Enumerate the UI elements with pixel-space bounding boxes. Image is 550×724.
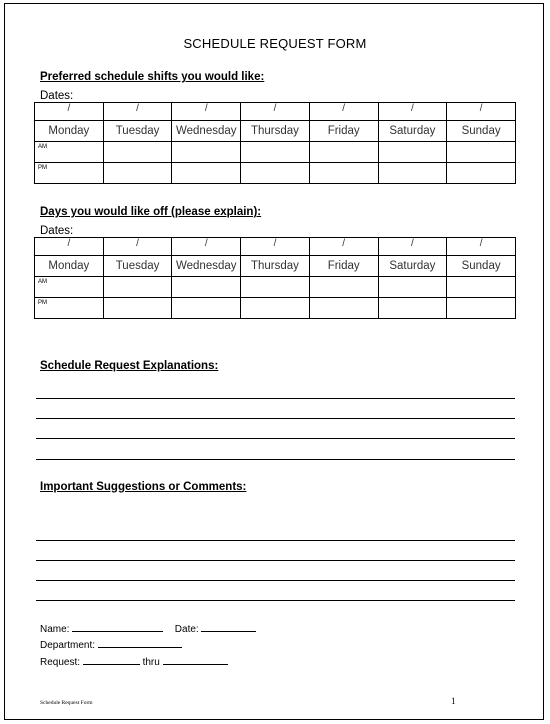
request-start-field[interactable]: [83, 655, 140, 665]
date-cell-monday[interactable]: [35, 103, 104, 121]
am-cell-thursday[interactable]: [241, 142, 310, 163]
date-cell-monday[interactable]: [35, 238, 104, 256]
preferred-dates-label: Dates:: [40, 90, 74, 102]
day-header-sunday: Sunday: [447, 121, 516, 142]
date-slash: /: [342, 238, 346, 249]
date-slash: /: [273, 103, 277, 114]
comment-line[interactable]: [36, 580, 515, 581]
am-cell-tuesday[interactable]: [103, 142, 172, 163]
name-label: Name:: [40, 624, 70, 635]
am-shift-row: [35, 277, 516, 298]
footer-doc-name: Schedule Request Form: [40, 700, 93, 706]
form-title: SCHEDULE REQUEST FORM: [183, 36, 367, 51]
name-date-row: [40, 622, 256, 635]
pm-cell-tuesday[interactable]: [103, 298, 172, 319]
am-cell-wednesday[interactable]: [172, 277, 241, 298]
date-cell-tuesday[interactable]: [103, 238, 172, 256]
comment-line[interactable]: [36, 560, 515, 561]
pm-label: PM: [38, 165, 47, 171]
comments-heading: Important Suggestions or Comments:: [40, 481, 247, 493]
date-slash: /: [410, 103, 414, 114]
explanation-line[interactable]: [36, 418, 515, 419]
am-cell-friday[interactable]: [309, 142, 378, 163]
pm-shift-row: [35, 298, 516, 319]
page-number: 1: [451, 696, 456, 706]
pm-shift-row: [35, 163, 516, 184]
am-cell-sunday[interactable]: [447, 142, 516, 163]
department-label: Department:: [40, 640, 96, 651]
day-header-thursday: Thursday: [241, 121, 310, 142]
date-slash: /: [342, 103, 346, 114]
request-label: Request:: [40, 657, 81, 668]
date-field[interactable]: [201, 622, 256, 632]
pm-cell-tuesday[interactable]: [103, 163, 172, 184]
day-header-monday: Monday: [35, 121, 104, 142]
thru-label: thru: [142, 657, 160, 668]
date-cell-sunday[interactable]: [447, 238, 516, 256]
date-cell-thursday[interactable]: [241, 238, 310, 256]
pm-cell-thursday[interactable]: [241, 163, 310, 184]
am-cell-tuesday[interactable]: [103, 277, 172, 298]
preferred-schedule-table: [34, 102, 516, 184]
day-header-friday: Friday: [309, 256, 378, 277]
date-cell-sunday[interactable]: [447, 103, 516, 121]
pm-cell-monday[interactable]: [35, 298, 104, 319]
am-cell-sunday[interactable]: [447, 277, 516, 298]
pm-cell-saturday[interactable]: [378, 298, 447, 319]
pm-cell-wednesday[interactable]: [172, 163, 241, 184]
date-cell-tuesday[interactable]: [103, 103, 172, 121]
pm-cell-sunday[interactable]: [447, 163, 516, 184]
pm-cell-friday[interactable]: [309, 298, 378, 319]
am-shift-row: [35, 142, 516, 163]
date-cell-saturday[interactable]: [378, 238, 447, 256]
comment-line[interactable]: [36, 600, 515, 601]
date-slash: /: [136, 103, 139, 114]
day-header-saturday: Saturday: [378, 121, 447, 142]
am-cell-saturday[interactable]: [378, 277, 447, 298]
explanation-line[interactable]: [36, 438, 515, 439]
day-header-tuesday: Tuesday: [103, 256, 172, 277]
day-header-thursday: Thursday: [241, 256, 310, 277]
date-cell-saturday[interactable]: [378, 103, 447, 121]
comment-line[interactable]: [36, 540, 515, 541]
am-cell-saturday[interactable]: [378, 142, 447, 163]
pm-cell-saturday[interactable]: [378, 163, 447, 184]
days-off-dates-label: Dates:: [40, 225, 74, 237]
pm-cell-sunday[interactable]: [447, 298, 516, 319]
am-cell-monday[interactable]: [35, 277, 104, 298]
date-slash: /: [136, 238, 139, 249]
name-field[interactable]: [72, 622, 163, 632]
date-slash: /: [479, 238, 483, 249]
am-cell-monday[interactable]: [35, 142, 104, 163]
days-off-table: [34, 237, 516, 319]
date-row: [35, 238, 516, 256]
day-header-wednesday: Wednesday: [172, 121, 241, 142]
day-header-monday: Monday: [35, 256, 104, 277]
explanation-line[interactable]: [36, 398, 515, 399]
pm-label: PM: [38, 300, 47, 306]
date-cell-thursday[interactable]: [241, 103, 310, 121]
am-cell-friday[interactable]: [309, 277, 378, 298]
days-off-heading: Days you would like off (please explain):: [40, 206, 262, 218]
date-slash: /: [479, 103, 483, 114]
pm-cell-thursday[interactable]: [241, 298, 310, 319]
date-slash: /: [204, 103, 208, 114]
department-row: [40, 638, 182, 651]
date-slash: /: [273, 238, 277, 249]
day-header-tuesday: Tuesday: [103, 121, 172, 142]
request-end-field[interactable]: [163, 655, 228, 665]
day-header-row: [35, 121, 516, 142]
date-row: [35, 103, 516, 121]
am-cell-wednesday[interactable]: [172, 142, 241, 163]
request-row: [40, 655, 228, 668]
day-header-friday: Friday: [309, 121, 378, 142]
pm-cell-monday[interactable]: [35, 163, 104, 184]
department-field[interactable]: [98, 638, 182, 648]
pm-cell-friday[interactable]: [309, 163, 378, 184]
am-cell-thursday[interactable]: [241, 277, 310, 298]
date-slash: /: [204, 238, 208, 249]
day-header-saturday: Saturday: [378, 256, 447, 277]
date-cell-friday[interactable]: [309, 103, 378, 121]
date-cell-wednesday[interactable]: [172, 103, 241, 121]
preferred-shifts-heading: Preferred schedule shifts you would like:: [40, 71, 265, 83]
pm-cell-wednesday[interactable]: [172, 298, 241, 319]
date-cell-wednesday[interactable]: [172, 238, 241, 256]
am-label: AM: [38, 279, 47, 285]
day-header-row: [35, 256, 516, 277]
date-slash: /: [67, 103, 71, 114]
am-label: AM: [38, 144, 47, 150]
date-cell-friday[interactable]: [309, 238, 378, 256]
date-slash: /: [67, 238, 71, 249]
day-header-wednesday: Wednesday: [172, 256, 241, 277]
date-label: Date:: [174, 624, 199, 635]
explanations-heading: Schedule Request Explanations:: [40, 360, 219, 372]
day-header-sunday: Sunday: [447, 256, 516, 277]
date-slash: /: [410, 238, 414, 249]
explanation-line[interactable]: [36, 459, 515, 460]
